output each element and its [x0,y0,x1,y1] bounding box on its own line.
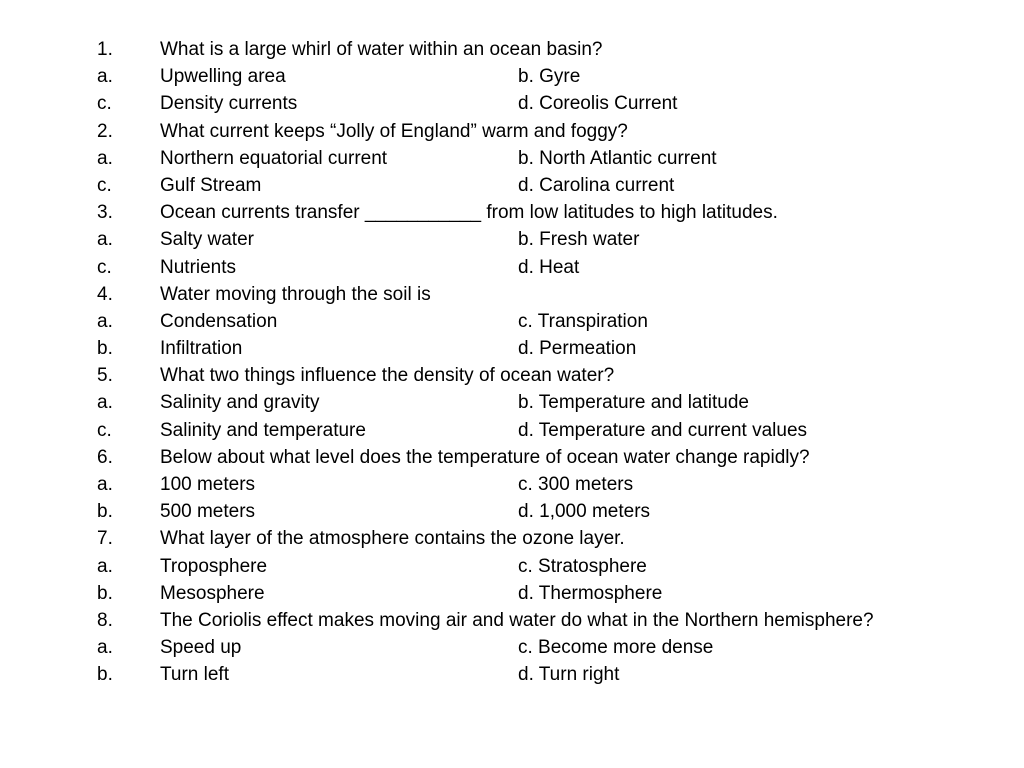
answer-option: d. Coreolis Current [518,93,678,115]
answer-option: Infiltration [160,338,243,360]
answer-row [0,661,1024,688]
question-row [0,444,1024,471]
answer-row [0,634,1024,661]
question-row [0,199,1024,226]
answer-option: Salinity and temperature [160,419,366,441]
answer-option: Mesosphere [160,582,265,604]
answer-row [0,553,1024,580]
question-text: What layer of the atmosphere contains the ozone layer. [160,528,625,550]
quiz-document [0,36,1024,689]
answer-option: Gulf Stream [160,174,262,196]
answer-option: c. 300 meters [518,474,634,495]
answer-letter: a. [97,637,113,659]
question-row [0,525,1024,552]
answer-row [0,471,1024,498]
answer-letter: a. [97,310,113,332]
answer-row [0,580,1024,607]
answer-option: Salty water [160,229,254,251]
answer-option: b. Temperature and latitude [518,392,749,414]
question-text: Ocean currents transfer ___________ from low latitudes to high latitudes. [160,202,778,224]
answer-letter: a. [97,229,113,251]
answer-option: Turn left [160,664,229,686]
answer-option: Nutrients [160,256,237,278]
answer-option: Density currents [160,93,298,115]
answer-row [0,254,1024,281]
question-text: What current keeps “Jolly of England” warm and foggy? [160,120,628,142]
answer-option: d. Thermosphere [518,582,663,604]
question-number: 3. [97,202,113,224]
answer-option: b. Gyre [518,66,581,88]
answer-row [0,335,1024,362]
answer-option: b. Fresh water [518,229,640,251]
answer-option: 100 meters [160,474,256,495]
answer-option: Salinity and gravity [160,392,320,414]
answer-letter: b. [97,338,113,360]
answer-option: Speed up [160,637,242,659]
answer-option: b. North Atlantic current [518,147,717,169]
answer-letter: a. [97,66,113,88]
question-number: 5. [97,365,113,387]
question-number: 2. [97,120,113,142]
answer-option: Upwelling area [160,66,286,88]
answer-option: c. Become more dense [518,637,714,659]
answer-row [0,172,1024,199]
answer-letter: c. [97,256,112,278]
question-row [0,281,1024,308]
question-text: The Coriolis effect makes moving air and water do what in the Northern hemisphere? [160,609,874,631]
question-text: What is a large whirl of water within an ocean basin? [160,39,603,60]
answer-row [0,226,1024,253]
answer-row [0,308,1024,335]
answer-option: c. Transpiration [518,310,648,332]
answer-row [0,389,1024,416]
answer-letter: a. [97,474,113,495]
question-number: 8. [97,609,113,631]
question-row [0,607,1024,634]
answer-row [0,498,1024,525]
question-number: 4. [97,283,113,305]
answer-letter: b. [97,582,113,604]
question-row [0,118,1024,145]
answer-letter: a. [97,147,113,169]
answer-option: c. Stratosphere [518,555,647,577]
question-number: 6. [97,446,113,468]
answer-option: d. Carolina current [518,174,675,196]
question-text: Below about what level does the temperature of ocean water change rapidly? [160,446,810,468]
answer-row [0,417,1024,444]
answer-letter: c. [97,93,112,115]
answer-row [0,145,1024,172]
answer-option: d. Permeation [518,338,637,360]
answer-letter: b. [97,501,113,523]
answer-option: 500 meters [160,501,256,523]
question-number: 1. [97,39,113,60]
answer-option: Condensation [160,310,278,332]
question-text: Water moving through the soil is [160,283,431,305]
answer-letter: a. [97,555,113,577]
answer-letter: c. [97,174,112,196]
answer-row [0,90,1024,117]
question-number: 7. [97,528,113,550]
answer-letter: b. [97,664,113,686]
answer-letter: a. [97,392,113,414]
answer-option: d. Turn right [518,664,620,686]
answer-option: Northern equatorial current [160,147,388,169]
answer-row [0,63,1024,90]
answer-option: d. Temperature and current values [518,419,808,441]
answer-option: d. 1,000 meters [518,501,651,523]
answer-option: d. Heat [518,256,580,278]
question-row [0,362,1024,389]
question-text: What two things influence the density of ocean water? [160,365,615,387]
question-row [0,36,1024,63]
answer-letter: c. [97,419,112,441]
answer-option: Troposphere [160,555,268,577]
